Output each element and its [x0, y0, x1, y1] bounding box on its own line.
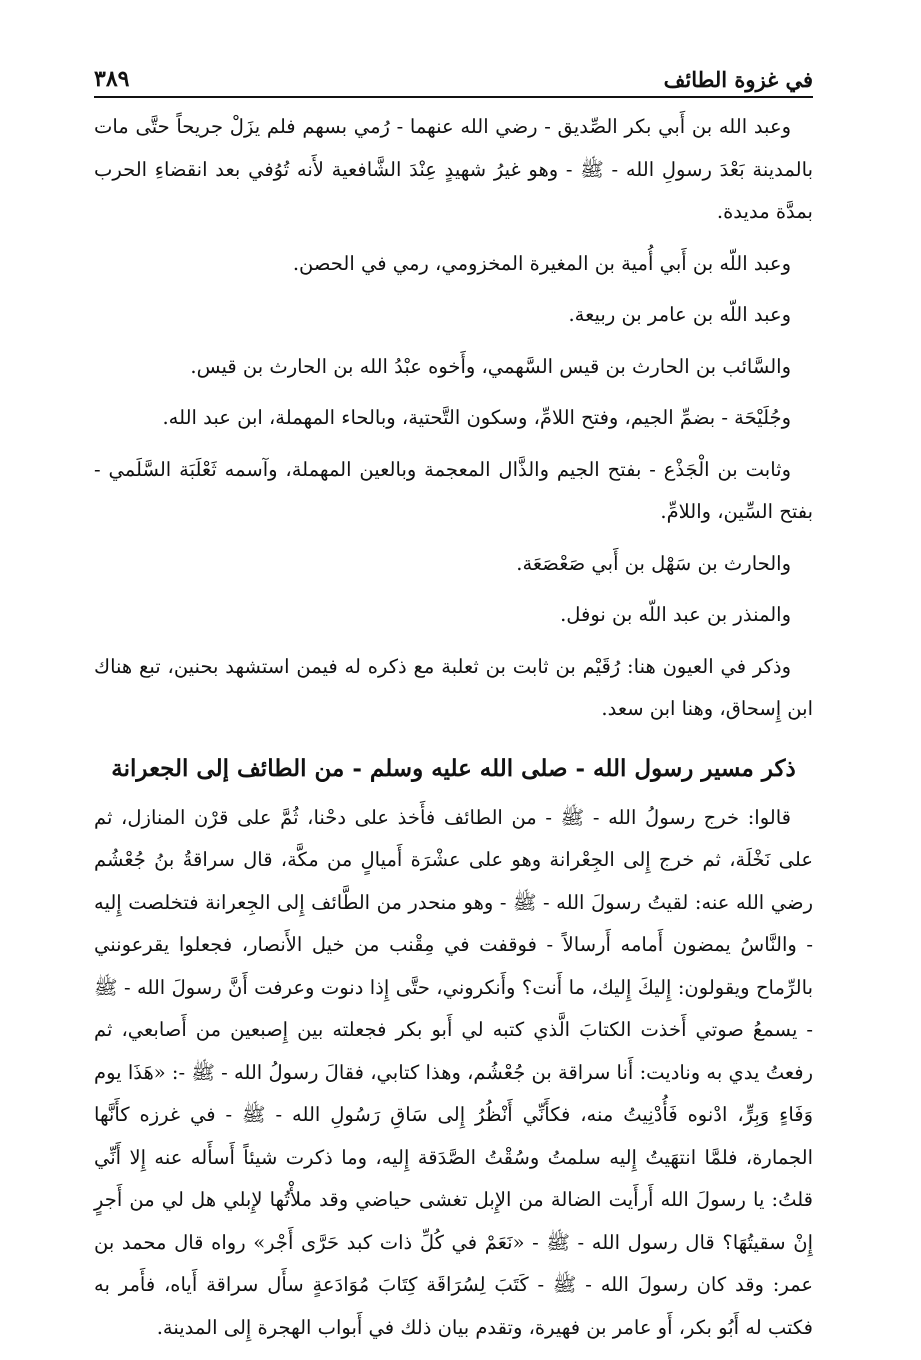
section-heading: ذكر مسير رسول الله - صلى الله عليه وسلم - من الطائف إلى الجعرانة: [111, 754, 796, 782]
paragraph: وجُلَيْحَة - بضمِّ الجيم، وفتح اللامِّ، وسكون التَّحتية، وبالحاء المهملة، ابن عبد الله.: [162, 406, 791, 429]
paragraph: وعبد اللّه بن أَبي أُمية بن المغيرة المخزومي، رمي في الحصن.: [292, 251, 791, 275]
chapter-title: في غزوة الطائف: [663, 67, 813, 92]
paragraph: وثابت بن الْجَذْع - بفتح الجيم والذَّال المعجمة وبالعين المهملة، وآسمه ثَعْلَبَة السَّلَمي - بفتح السِّين، واللامِّ.: [94, 457, 813, 523]
paragraph: والمنذر بن عبد اللّه بن نوفل.: [560, 603, 791, 626]
running-header: [94, 48, 813, 98]
paragraph: وعبد الله بن أَبي بكر الصِّديق - رضي الله عنهما - رُمي بسهم فلم يزَلْ جريحاً حتَّى مات بالمدينة بَعْدَ رسولِ الله - ﷺ - وهو غيرُ شهيدٍ عِنْدَ الشَّافعية لأَنه تُوُفي بعد انقضاءِ الحرب بمدَّة مديدة.: [94, 115, 813, 223]
paragraph: وذكر في العيون هنا: رُقَيْم بن ثابت بن ثعلبة مع ذكره له فيمن استشهد بحنين، تبع هناك ابن إِسحاق، وهنا ابن سعد.: [94, 654, 813, 720]
paragraph: وعبد اللّه بن عامر بن ربيعة.: [568, 303, 791, 326]
paragraph: والسَّائب بن الحارث بن قيس السَّهمي، وأَخوه عبْدُ الله بن الحارث بن قيس.: [190, 354, 791, 378]
paragraph: والحارث بن سَهْل بن أَبي صَعْصَعَة.: [516, 551, 791, 575]
page-body: [94, 106, 813, 1349]
page-number: ٣٨٩: [94, 66, 130, 92]
section-paragraph: قالوا: خرج رسولُ الله - ﷺ - من الطائف فأَخذ على دحْنا، ثُمَّ على قرْن المنازل، ثم على نَخْلَة، ثم خرج إِلى الجِعْرانة وهو على عشْرَة أَميالٍ من مكَّة، قال سراقةُ بنُ جُعْشُم رضي الله عنه: لقيتُ رسولَ الله - ﷺ - وهو منحدر من الطَّائف إِلى الجِعرانة فتخلصت إِليه - والنَّاسُ يمضون أَمامه أَرسالاً - فوقفت في مِقْنب من خيل الأَنصار، فجعلوا يقرعونني بالرِّماح ويقولون: إِليكَ إِليك، ما أَنت؟ وأَنكروني، حتَّى إِذا دنوت وعرفت أَنَّ رسولَ الله - ﷺ - يسمعُ صوتي أَخذت الكتابَ الَّذي كتبه لي أَبو بكر فجعلته بين إِصبعين من أَصابعي، ثم رفعتُ يدي به وناديت: أَنا سراقة بن جُعْشُم، وهذا كتابي، فقالَ رسولُ الله - ﷺ -: «هَذَا يوم وَفَاءٍ وَبِرٍّ، ادْنوه فَأُدْنِيتُ منه، فكأَنِّي أَنْظُرُ إِلى سَاقِ رَسُولِ الله - ﷺ - في غرزه كأَنَّها الجمارة، فلمَّا انتهَيتُ إِليه سلمتُ وسُقْتُ الصَّدَقة إِليه، وما ذكرت شيئاً أَسأَله عنه إِلا أَنِّي قلتُ: يا رسولَ الله أَرأَيت الضالة من الإِبل تغشى حياضي وقد ملأْتُها لإِبلي هل لي من أَجرٍ إِنْ سقيتُهَا؟ قال رسول الله - ﷺ - «نَعَمْ في كُلِّ ذات كبد حَرَّى أَجْر» رواه قال محمد بن عمر: وقد كان رسولَ الله - ﷺ - كَتَبَ لِسُرَاقَة كِتَابَ مُوَادَعةٍ سأَل سراقة أَياه، فأَمر به فكتب له أَبُو بكر، أَو عامر بن فهيرة، وتقدم بيان ذلك في أَبواب الهجرة إِلى المدينة.: [94, 805, 813, 1339]
